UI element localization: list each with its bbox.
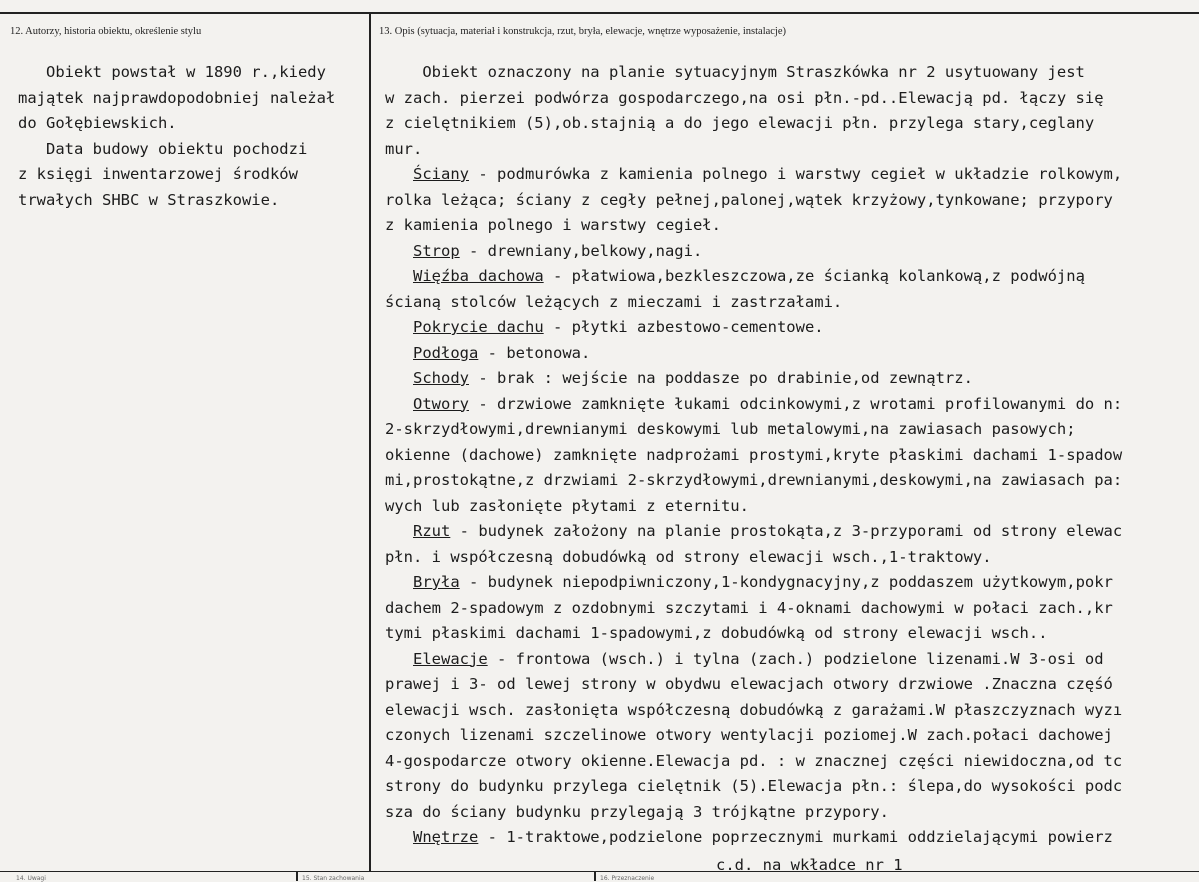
description-line xyxy=(385,188,1197,214)
description-line xyxy=(385,290,1197,316)
description-line xyxy=(385,162,1197,188)
line-text: z cielętnikiem (5),ob.stajnią a do jego elewacji płn. przylega stary,ceglany xyxy=(385,114,1095,132)
line-text: - budynek niepodpiwniczony,1-kondygnacyjny,z poddaszem użytkowym,pokr xyxy=(459,573,1113,591)
description-line xyxy=(385,800,1197,826)
line-text: dachem 2-spadowym z ozdobnymi szczytami i 4-oknami dachowymi w połaci zach.,kr xyxy=(385,598,1113,617)
history-line: majątek najprawdopodobniej należał xyxy=(18,88,336,107)
section-term: Ściany xyxy=(413,165,469,183)
column-divider xyxy=(369,14,371,872)
line-indent xyxy=(385,395,413,413)
line-text: - płatwiowa,bezkleszczowa,ze ścianką kolankową,z podwójną xyxy=(543,267,1085,285)
bottom-divider-2 xyxy=(594,871,596,881)
section-term: Wnętrze xyxy=(413,828,479,846)
line-text: prawej i 3- od lewej strony w obydwu elewacjach otwory drzwiowe .Znaczna częśó xyxy=(385,675,1113,693)
description-line xyxy=(385,417,1197,443)
history-text xyxy=(18,60,368,213)
line-text: mi,prostokątne,z drzwiami 2-skrzydłowymi,drewnianymi,deskowymi,na zawiasach pa: xyxy=(385,471,1123,489)
line-text: mur. xyxy=(385,139,423,158)
description-line xyxy=(385,596,1197,622)
line-indent xyxy=(385,63,422,81)
line-text: - betonowa. xyxy=(478,343,591,362)
line-text: - 1-traktowe,podzielone poprzecznymi murkami oddzielającymi powierz xyxy=(478,828,1113,846)
section-term: Bryła xyxy=(413,573,460,591)
history-line: trwałych SHBC w Straszkowie. xyxy=(18,190,280,209)
line-text: wych lub zasłonięte płytami z eternitu. xyxy=(385,496,749,515)
description-line xyxy=(385,647,1197,673)
line-indent xyxy=(385,369,413,387)
section-term: Strop xyxy=(413,241,460,260)
description-line xyxy=(385,468,1197,494)
bottom-label-15: 15. Stan zachowania xyxy=(302,875,365,882)
line-indent xyxy=(385,242,413,260)
line-indent xyxy=(385,165,413,183)
line-text: strony do budynku przylega cielętnik (5).Elewacja płn.: ślepa,do wysokości podc xyxy=(385,777,1123,795)
line-text: elewacji wsch. zasłonięta współczesną dobudówką z garażami.W płaszczyznach wyzı xyxy=(385,700,1123,719)
bottom-divider-1 xyxy=(296,871,298,881)
description-line xyxy=(385,111,1197,137)
line-text: Obiekt oznaczony na planie sytuacyjnym Straszkówka nr 2 usytuowany jest xyxy=(422,63,1085,81)
description-line xyxy=(385,60,1197,86)
line-text: z kamienia polnego i warstwy cegieł. xyxy=(385,216,721,234)
line-text: czonych lizenami szczelinowe otwory wentylacji poziomej.W zach.połaci dachowej xyxy=(385,726,1113,744)
description-line xyxy=(385,698,1197,724)
line-text: - frontowa (wsch.) i tylna (zach.) podzielone lizenami.W 3-osi od xyxy=(487,649,1104,668)
line-text: - budynek założony na planie prostokąta,z 3-przyporami od strony elewac xyxy=(450,522,1123,540)
description-line xyxy=(385,545,1197,571)
section-term: Rzut xyxy=(413,522,451,540)
description-line xyxy=(385,392,1197,418)
description-text xyxy=(385,60,1197,851)
line-indent xyxy=(385,522,413,540)
line-text: 2-skrzydłowymi,drewnianymi deskowymi lub metalowymi,na zawiasach pasowych; xyxy=(385,420,1076,438)
description-line xyxy=(385,774,1197,800)
section-term: Schody xyxy=(413,369,469,387)
line-text: w zach. pierzei podwórza gospodarczego,na osi płn.-pd..Elewacją pd. łączy się xyxy=(385,88,1104,107)
section-term: Pokrycie dachu xyxy=(413,318,544,336)
line-indent xyxy=(385,650,413,668)
description-line xyxy=(385,264,1197,290)
line-text: - podmurówka z kamienia polnego i warstwy cegieł w układzie rolkowym, xyxy=(469,165,1123,183)
continuation-note: c.d. na wkładce nr 1 xyxy=(716,856,903,874)
line-text: - płytki azbestowo-cementowe. xyxy=(543,318,824,336)
description-line xyxy=(385,239,1197,265)
line-text: rolka leżąca; ściany z cegły pełnej,palonej,wątek krzyżowy,tynkowane; przypory xyxy=(385,190,1113,209)
line-indent xyxy=(385,318,413,336)
top-border xyxy=(0,12,1199,14)
description-line xyxy=(385,366,1197,392)
description-line xyxy=(385,723,1197,749)
description-line xyxy=(385,672,1197,698)
line-text: - brak : wejście na poddasze po drabinie,od zewnątrz. xyxy=(469,369,973,387)
line-text: sza do ściany budynku przylegają 3 trójkątne przypory. xyxy=(385,802,889,821)
section-term: Elewacje xyxy=(413,649,488,668)
line-indent xyxy=(385,828,413,846)
description-line xyxy=(385,519,1197,545)
description-line xyxy=(385,443,1197,469)
line-text: tymi płaskimi dachami 1-spadowymi,z dobudówką od strony elewacji wsch.. xyxy=(385,624,1048,642)
line-indent xyxy=(385,344,413,362)
line-text: 4-gospodarcze otwory okienne.Elewacja pd. : w znacznej części niewidoczna,od tc xyxy=(385,751,1123,770)
line-text: okienne (dachowe) zamknięte nadprożami prostymi,kryte płaskimi dachami 1-spadow xyxy=(385,445,1123,464)
section-term: Podłoga xyxy=(413,343,479,362)
description-line xyxy=(385,570,1197,596)
line-text: płn. i współczesną dobudówką od strony elewacji wsch.,1-traktowy. xyxy=(385,547,992,566)
line-indent xyxy=(385,267,413,285)
history-line: z księgi inwentarzowej środków xyxy=(18,165,298,183)
section-term: Więźba dachowa xyxy=(413,267,544,285)
line-indent xyxy=(385,573,413,591)
line-text: - drewniany,belkowy,nagi. xyxy=(459,241,703,260)
history-line: Data budowy obiektu pochodzi xyxy=(18,139,308,158)
description-line xyxy=(385,315,1197,341)
description-line xyxy=(385,86,1197,112)
history-line: do Gołębiewskich. xyxy=(18,114,177,132)
description-line xyxy=(385,749,1197,775)
description-line xyxy=(385,621,1197,647)
description-line xyxy=(385,825,1197,851)
description-line xyxy=(385,494,1197,520)
history-line: Obiekt powstał w 1890 r.,kiedy xyxy=(18,63,326,81)
line-text: ścianą stolców leżących z mieczami i zastrzałami. xyxy=(385,292,843,311)
line-text: - drzwiowe zamknięte łukami odcinkowymi,z wrotami profilowanymi do n: xyxy=(469,394,1123,413)
bottom-label-16: 16. Przeznaczenie xyxy=(600,875,655,882)
bottom-label-14: 14. Uwagi xyxy=(16,875,46,882)
description-line xyxy=(385,137,1197,163)
section-12-header: 12. Autorzy, historia obiektu, określenie stylu xyxy=(10,26,202,37)
description-line xyxy=(385,213,1197,239)
description-line xyxy=(385,341,1197,367)
section-13-header: 13. Opis (sytuacja, materiał i konstrukcja, rzut, bryła, elewacje, wnętrze wyposażenie, instalacje) xyxy=(379,26,787,37)
section-term: Otwory xyxy=(413,394,469,413)
